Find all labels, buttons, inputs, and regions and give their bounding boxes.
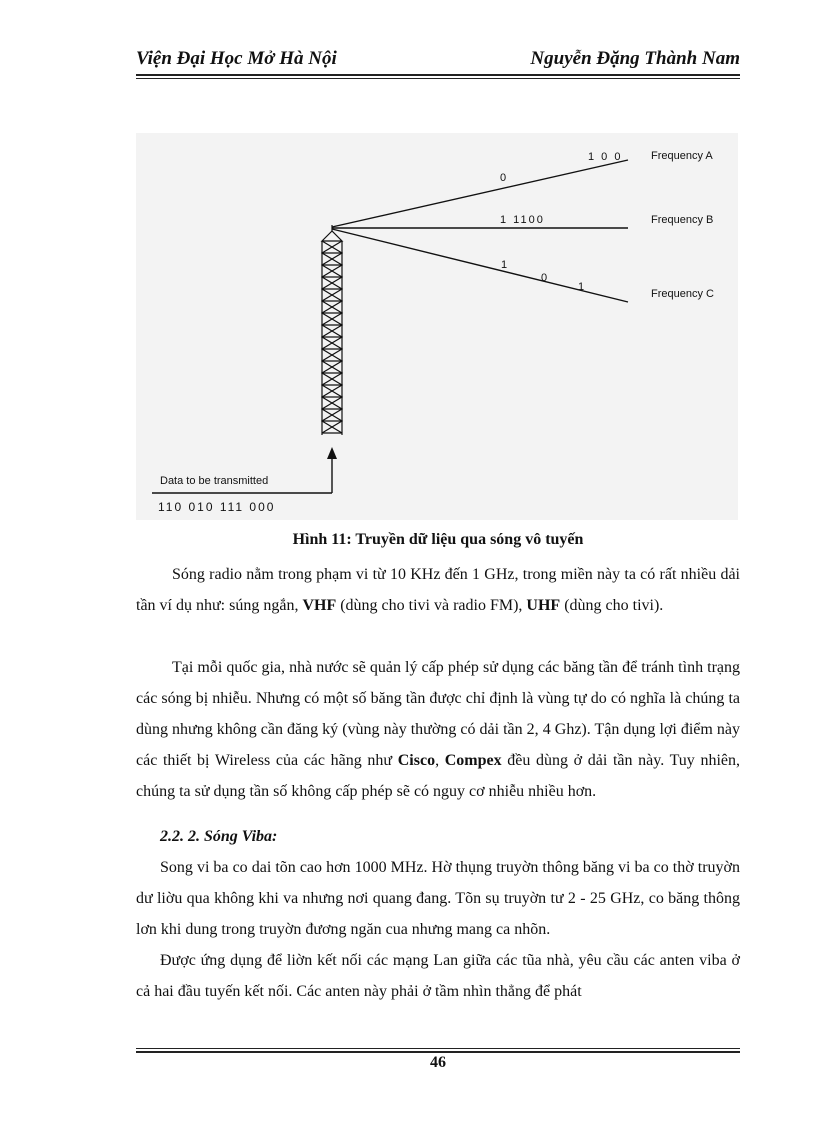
para2-text-3: đều dùng ở dải tần này. Tuy nhiên, chúng ta sử dụng tần số không cấp phép sẽ có nguy cơ nhiễu nhiều hơn. <box>136 752 741 800</box>
header-rule <box>136 74 740 76</box>
para2-cisco: Cisco <box>397 752 436 769</box>
arrow-head <box>327 447 337 459</box>
frequency-a-bits: 1 0 0 <box>588 151 623 163</box>
page-header <box>136 48 740 74</box>
para1-text-1: Sóng radio nằm trong phạm vi từ 10 KHz đến 1 GHz, trong miền này ta có rất nhiều dải tần ví dụ như: súng ngắn, <box>136 566 740 614</box>
page-number: 46 <box>430 1054 446 1071</box>
frequency-a-bit-0: 0 <box>500 172 509 184</box>
paragraph-radio-waves <box>136 559 740 621</box>
para1-text-3: (dùng cho tivi). <box>560 597 664 614</box>
frequency-c-bit-3: 1 <box>578 281 587 293</box>
header-rule-thin <box>136 78 740 79</box>
figure-svg <box>136 133 738 520</box>
frequency-c-label: Frequency C <box>651 288 714 300</box>
para2-compex: Compex <box>444 752 502 769</box>
para1-vhf: VHF <box>302 597 337 614</box>
data-bits: 110 010 111 000 <box>158 500 276 514</box>
paragraph-microwave-usage: Được ứng dụng để liờn kết nối các mạng Lan giữa các tũa nhà, yêu cầu các anten viba ở cả hai đầu tuyến kết nối. Các anten này phải ở tầm nhìn thẳng để phát <box>136 952 740 1000</box>
figure-caption: Hình 11: Truyền dữ liệu qua sóng vô tuyến <box>292 531 584 548</box>
header-author: Nguyễn Đặng Thành Nam <box>530 48 740 69</box>
footer-rule <box>136 1051 740 1053</box>
para2-text-2: , <box>435 752 445 769</box>
header-institution: Viện Đại Học Mở Hà Nội <box>136 48 337 69</box>
footer-rule-thin <box>136 1048 740 1049</box>
section-heading-viba: 2.2. 2. Sóng Viba: <box>160 828 278 845</box>
frequency-b-label: Frequency B <box>651 214 714 226</box>
radio-transmission-figure <box>136 133 738 520</box>
frequency-b-bits: 1 1100 <box>500 214 545 226</box>
frequency-a-line <box>332 160 628 227</box>
para1-text-2: (dùng cho tivi và radio FM), <box>336 597 527 614</box>
data-to-be-transmitted-label: Data to be transmitted <box>160 475 269 487</box>
frequency-c-bit-1: 1 <box>501 259 510 271</box>
frequency-c-bit-2: 0 <box>541 272 550 284</box>
paragraph-licensing <box>136 652 740 807</box>
frequency-a-label: Frequency A <box>651 150 713 162</box>
data-input-arrow <box>152 455 332 493</box>
antenna-tower <box>322 225 342 435</box>
paragraph-microwave: Song vi ba co dai tõn cao hơn 1000 MHz. Hờ thụng truyờn thông băng vi ba co thờ truyờn dư liờu qua không khi va nhưng nơi quang đang. Tõn sụ truyờn tư 2 - 25 GHz, co băng thông lơn khi dung trong truyờn đương ngăn cua nhưng mang ca nhõn. <box>136 859 740 938</box>
para2-text-1: Tại mỗi quốc gia, nhà nước sẽ quản lý cấp phép sử dụng các băng tần để tránh tình trạng các sóng bị nhiễu. Nhưng có một số băng tần được chỉ định là vùng tự do có nghĩa là chúng ta dùng nhưng không cần đăng ký (vùng này thường có dải tần 2, 4 Ghz). Tận dụng lợi điểm này các thiết bị Wireless của các hãng như <box>136 659 740 769</box>
para1-uhf: UHF <box>526 597 561 614</box>
